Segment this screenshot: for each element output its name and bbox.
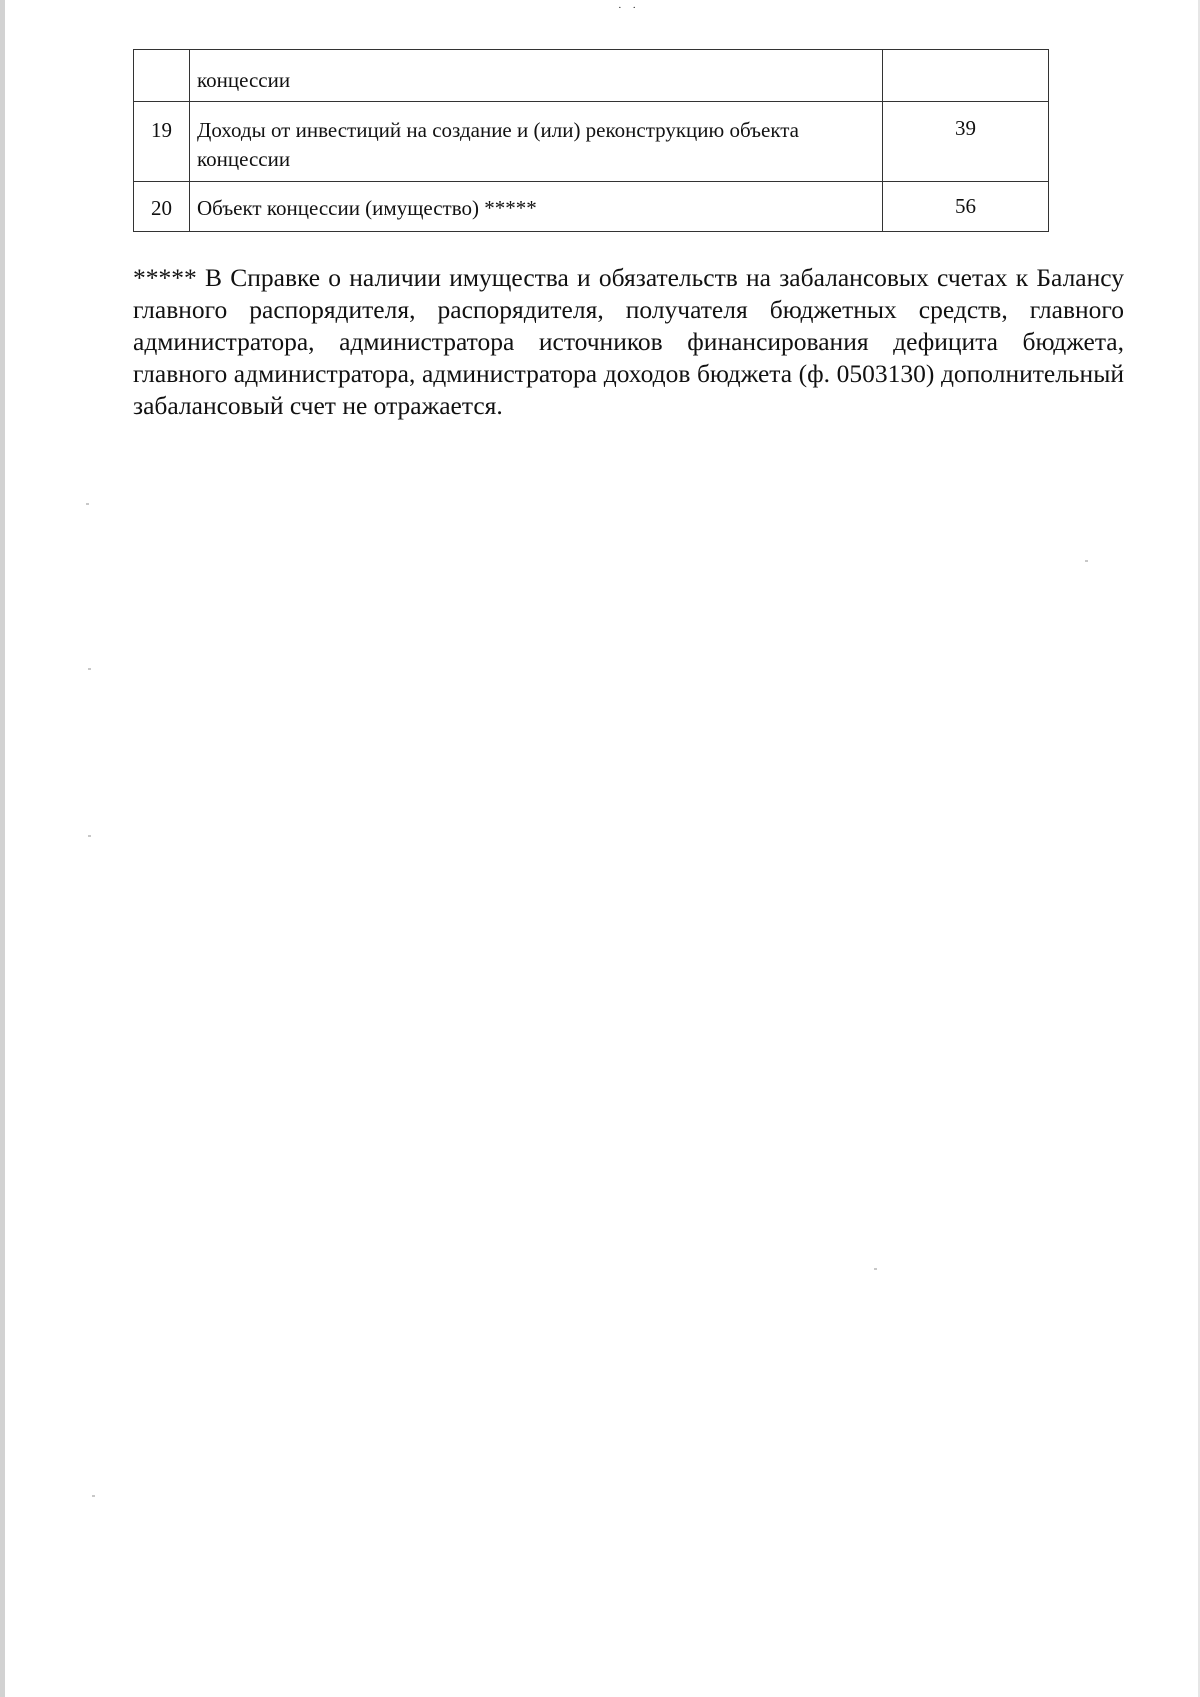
scan-speck: [86, 503, 89, 505]
continuation-table: [133, 49, 1049, 232]
scan-speck: [874, 1268, 877, 1270]
scan-left-edge: [0, 0, 5, 1697]
table-row: [134, 182, 1049, 232]
row-description: Объект концессии (имущество) *****: [190, 182, 883, 232]
scan-speck: [88, 835, 91, 837]
row-number: [134, 50, 190, 102]
page-top-mark: · ·: [618, 2, 641, 14]
row-description: Доходы от инвестиций на создание и (или) реконструкцию объекта концессии: [190, 102, 883, 182]
row-description: концессии: [190, 50, 883, 102]
table-row: [134, 102, 1049, 182]
row-code: [883, 50, 1049, 102]
scan-speck: [92, 1495, 95, 1497]
table-row: [134, 50, 1049, 102]
row-number: 20: [134, 182, 190, 232]
row-code: 39: [883, 102, 1049, 182]
footnote-text: ***** В Справке о наличии имущества и обязательств на забалансовых счетах к Балансу главного распорядителя, распорядителя, получателя бюджетных средств, главного администратора, администратора источников финансирования дефицита бюджета, главного администратора, администратора доходов бюджета (ф. 0503130) дополнительный забалансовый счет не отражается.: [133, 263, 1124, 420]
row-number: 19: [134, 102, 190, 182]
scan-speck: [1085, 560, 1088, 562]
row-code: 56: [883, 182, 1049, 232]
scan-speck: [88, 668, 91, 670]
